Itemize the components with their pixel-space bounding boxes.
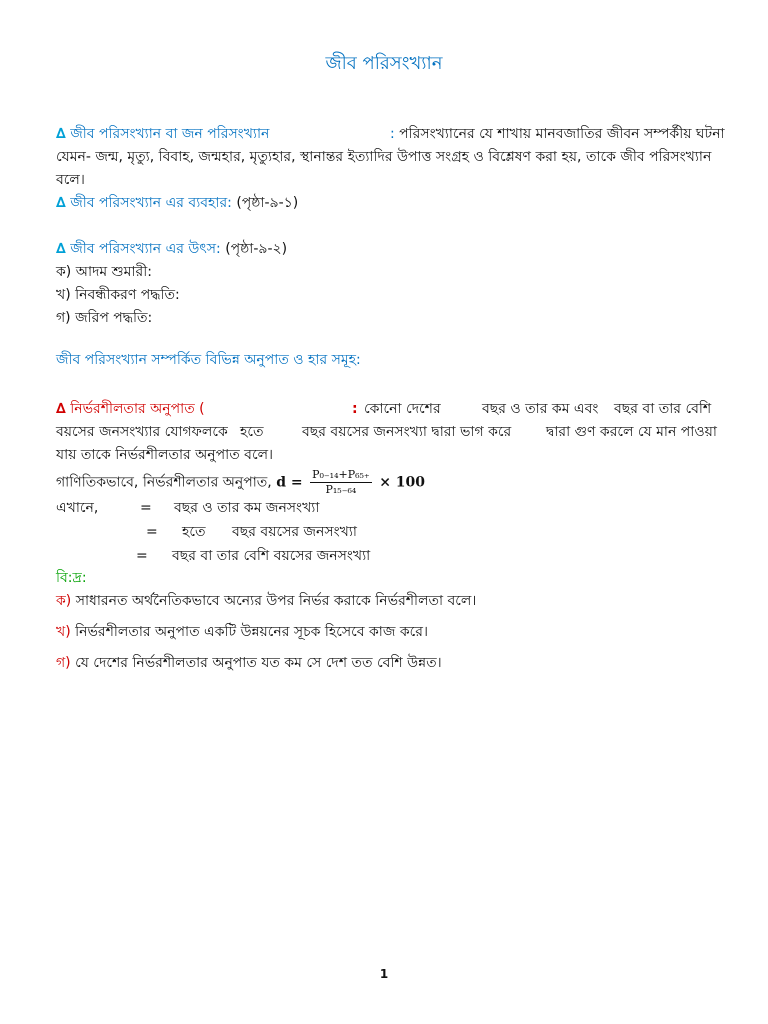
sources-heading: জীব পরিসংখ্যান এর উৎস: (70, 241, 221, 257)
where-definition-1: বছর ও তার কম জনসংখ্যা (174, 500, 320, 516)
formula-rhs: × 100 (379, 474, 426, 491)
definition-line-1 (390, 124, 725, 144)
formula-denominator: P₁₅₋₆₄ (325, 483, 357, 496)
formula-numerator: P₀₋₁₄+P₆₅₊ (312, 468, 370, 481)
definition-text-1: পরিসংখ্যানের যে শাখায় মানবজাতির জীবন সম্পর্কীয় ঘটনা (399, 126, 725, 142)
formula-label: গাণিতিকভাবে, নির্ভরশীলতার অনুপাত, (56, 474, 272, 491)
dependency-colon: : (352, 401, 358, 417)
note-text: নির্ভরশীলতার অনুপাত একটি উন্নয়নের সূচক হিসেবে কাজ করে। (75, 624, 428, 640)
definition-line-2: যেমন- জন্ম, মৃত্যু, বিবাহ, জন্মহার, মৃত্যুহার, স্থানান্তর ইত্যাদির উপাত্ত সংগ্রহ ও বিশ্লেষণ করা হয়, তাকে জীব পরিসংখ্যান (56, 149, 712, 165)
definition-line-3: বলে। (56, 172, 85, 188)
note-prefix: খ) (56, 624, 71, 640)
page-number: 1 (379, 967, 389, 981)
delta-marker: ∆ (56, 241, 66, 257)
delta-marker: ∆ (56, 126, 66, 142)
note-text: সাধারনত অর্থনৈতিকভাবে অন্যের উপর নির্ভর করাকে নির্ভরশীলতা বলে। (75, 593, 477, 609)
ratios-heading: জীব পরিসংখ্যান সম্পর্কিত বিভিন্ন অনুপাত ও হার সমূহ: (56, 352, 361, 368)
notes-label: বি:দ্র: (56, 570, 87, 586)
dependency-def-1c: বছর বা তার বেশি (614, 401, 712, 417)
note-item (56, 591, 476, 611)
dependency-def-2a: বয়সের জনসংখ্যার যোগফলকে (56, 424, 228, 440)
dependency-def-2d: দ্বারা গুণ করলে যে মান পাওয়া (546, 424, 717, 440)
sources-heading-line (56, 239, 287, 259)
dependency-def-3: যায় তাকে নির্ভরশীলতার অনুপাত বলে। (56, 447, 274, 463)
definition-heading: জীব পরিসংখ্যান বা জন পরিসংখ্যান (70, 126, 270, 142)
dependency-def-1b: বছর ও তার কম এবং (482, 401, 599, 417)
where-equals: = (136, 548, 148, 564)
definition-heading-line (56, 124, 269, 144)
where-definition-2b: বছর বয়সের জনসংখ্যা (232, 524, 357, 540)
definition-colon: : (390, 126, 395, 142)
where-equals: = (140, 500, 152, 516)
source-item: গ) জরিপ পদ্ধতি: (56, 310, 153, 326)
note-text: যে দেশের নির্ভরশীলতার অনুপাত যত কম সে দেশ তত বেশি উন্নত। (75, 655, 442, 671)
source-item: খ) নিবন্ধীকরণ পদ্ধতি: (56, 287, 180, 303)
usage-heading-line (56, 193, 298, 213)
where-equals: = (146, 524, 158, 540)
note-item (56, 622, 428, 642)
note-prefix: গ) (56, 655, 71, 671)
dependency-def-2b: হতে (240, 424, 264, 440)
formula-lhs: d = (276, 474, 303, 491)
dependency-heading: নির্ভরশীলতার অনুপাত ( (70, 401, 205, 417)
usage-heading: জীব পরিসংখ্যান এর ব্যবহার: (70, 195, 232, 211)
dependency-heading-line (56, 399, 205, 419)
dependency-def-1a: কোনো দেশের (364, 401, 441, 417)
delta-marker: ∆ (56, 195, 66, 211)
dependency-formula-line (56, 468, 425, 497)
source-item: ক) আদম শুমারী: (56, 264, 152, 280)
page-title: জীব পরিসংখ্যান (325, 53, 443, 74)
dependency-def-2c: বছর বয়সের জনসংখ্যা দ্বারা ভাগ করে (302, 424, 512, 440)
note-item (56, 653, 442, 673)
where-definition-2a: হতে (182, 524, 206, 540)
where-label: এখানে, (56, 500, 99, 516)
formula-fraction (310, 468, 372, 497)
sources-page-ref: (পৃষ্ঠা-৯-২) (225, 241, 288, 257)
note-prefix: ক) (56, 593, 72, 609)
delta-marker: ∆ (56, 401, 66, 417)
where-definition-3: বছর বা তার বেশি বয়সের জনসংখ্যা (172, 548, 371, 564)
usage-page-ref: (পৃষ্ঠা-৯-১) (236, 195, 299, 211)
